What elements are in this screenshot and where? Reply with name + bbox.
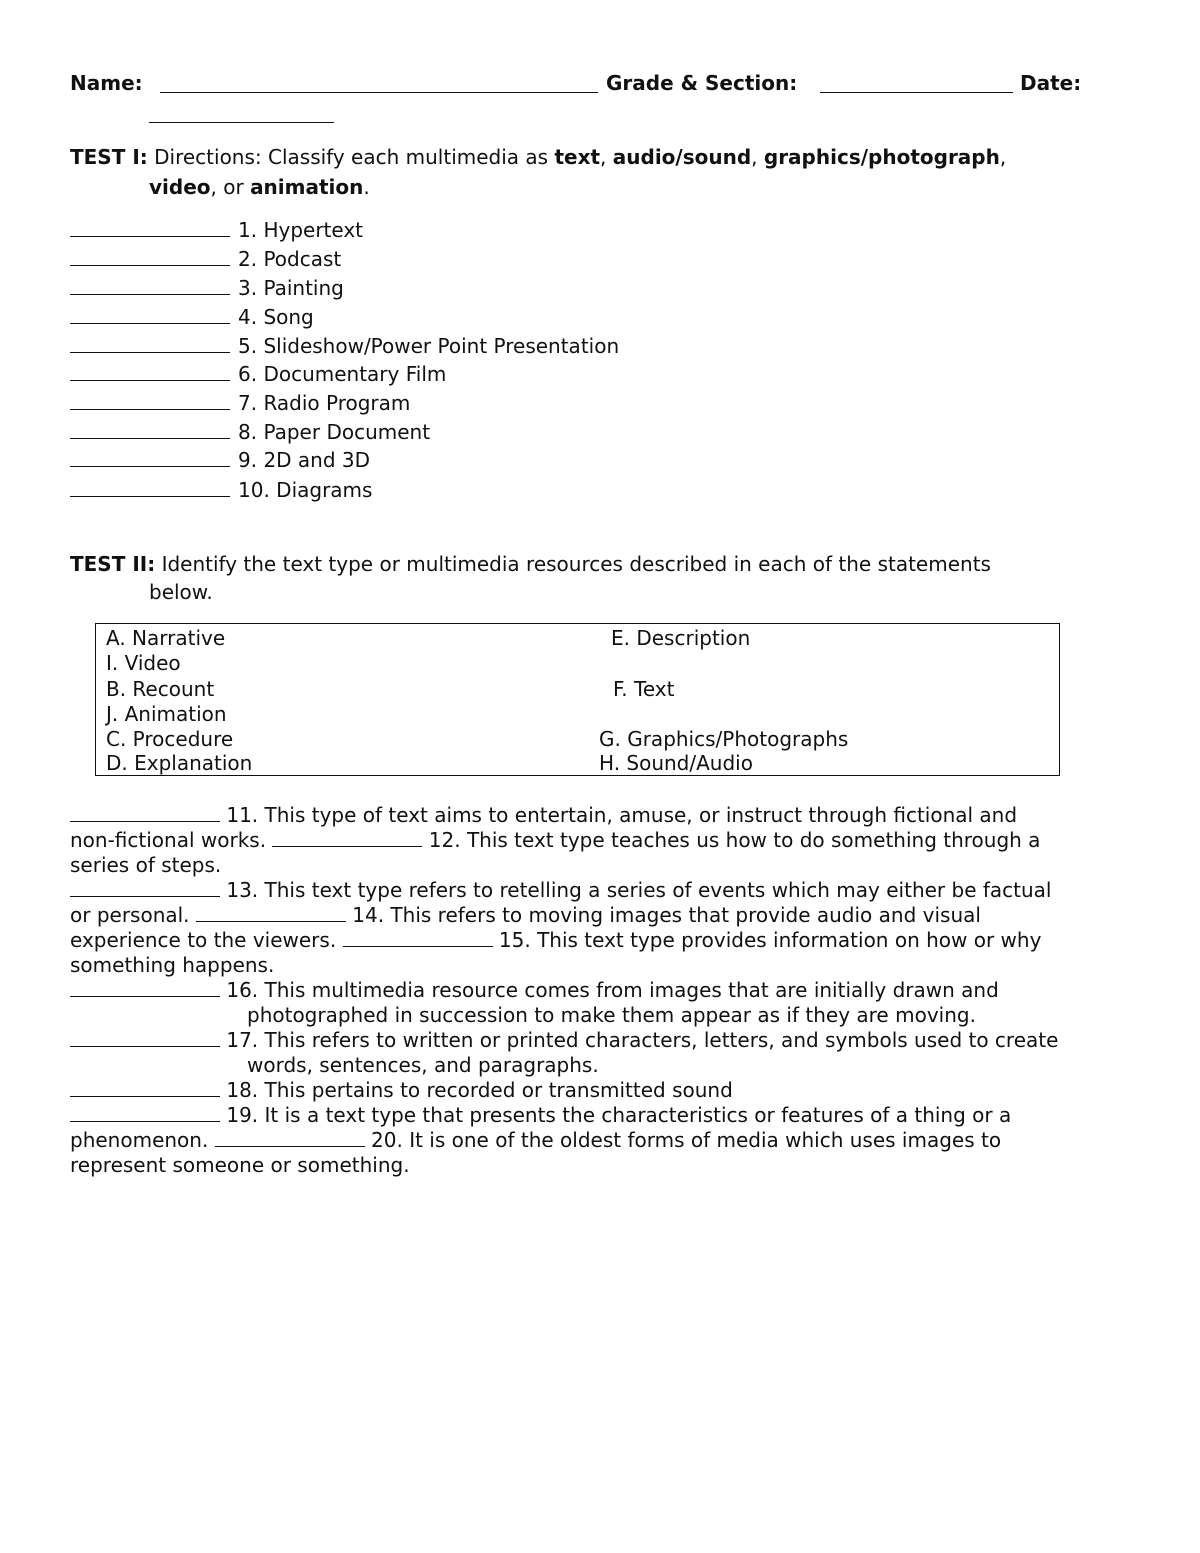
term-audio: audio/sound xyxy=(612,145,752,169)
question-text: experience to the viewers. xyxy=(70,928,337,952)
question-text: 17. This refers to written or printed characters, letters, and symbols used to create xyxy=(226,1028,1059,1052)
answer-blank[interactable] xyxy=(70,803,220,822)
choice-i: I. Video xyxy=(106,651,181,675)
question-text: non-fictional works. xyxy=(70,828,267,852)
list-item xyxy=(70,218,363,246)
list-item xyxy=(70,247,341,275)
test1-directions-line2: video, or animation. xyxy=(149,175,370,199)
choice-c: C. Procedure xyxy=(106,727,234,751)
question-11 xyxy=(70,803,1017,827)
test1-label: TEST I: xyxy=(70,145,148,169)
question-19 xyxy=(70,1103,1011,1127)
answer-blank[interactable] xyxy=(70,1078,220,1097)
question-text: 15. This text type provides information on how or why xyxy=(498,928,1042,952)
answer-blank[interactable] xyxy=(70,878,220,897)
term-animation: animation xyxy=(250,175,364,199)
answer-blank[interactable] xyxy=(196,903,346,922)
choice-f: F. Text xyxy=(613,677,675,701)
answer-blank[interactable] xyxy=(70,1028,220,1047)
list-item xyxy=(70,276,344,304)
list-item xyxy=(70,391,410,419)
item-text: 8. Paper Document xyxy=(238,420,431,444)
answer-blank[interactable] xyxy=(70,420,230,439)
question-12-cont xyxy=(70,853,221,877)
item-text: 3. Painting xyxy=(238,276,344,300)
question-text: 12. This text type teaches us how to do something through a xyxy=(428,828,1041,852)
choice-e: E. Description xyxy=(611,626,751,650)
question-text: represent someone or something. xyxy=(70,1153,410,1177)
list-item xyxy=(70,362,446,390)
question-text: 14. This refers to moving images that provide audio and visual xyxy=(352,903,981,927)
date-label: Date: xyxy=(1020,71,1082,95)
test1-directions-lead: Directions: Classify each multimedia as xyxy=(154,145,549,169)
question-20-cont xyxy=(70,1153,410,1177)
item-text: 9. 2D and 3D xyxy=(238,448,371,472)
choice-h: H. Sound/Audio xyxy=(599,751,753,775)
question-12 xyxy=(70,828,1040,852)
question-17 xyxy=(70,1028,1058,1052)
item-text: 4. Song xyxy=(238,305,314,329)
question-text: phenomenon. xyxy=(70,1128,209,1152)
term-or: , or xyxy=(210,175,244,199)
list-item xyxy=(70,448,370,476)
answer-blank[interactable] xyxy=(215,1128,365,1147)
answer-blank[interactable] xyxy=(70,1103,220,1122)
test2-directions xyxy=(70,552,991,576)
name-blank[interactable] xyxy=(160,92,598,93)
test2-directions-line2: below. xyxy=(149,580,213,604)
question-13 xyxy=(70,878,1052,902)
question-text: something happens. xyxy=(70,953,275,977)
grade-section-label: Grade & Section: xyxy=(606,71,798,95)
term-video: video xyxy=(149,175,211,199)
list-item xyxy=(70,420,430,448)
question-15-cont xyxy=(70,953,274,977)
test2-directions-line1: Identify the text type or multimedia resources described in each of the statements xyxy=(161,552,991,576)
answer-blank[interactable] xyxy=(70,334,230,353)
question-15 xyxy=(70,928,1041,952)
question-text: words, sentences, and paragraphs. xyxy=(247,1053,599,1077)
name-label: Name: xyxy=(70,71,143,95)
test2-label: TEST II: xyxy=(70,552,156,576)
answer-blank[interactable] xyxy=(70,276,230,295)
answer-blank[interactable] xyxy=(70,391,230,410)
list-item xyxy=(70,334,619,362)
test1-directions: TEST I: Directions: Classify each multimedia as text, audio/sound, graphics/photograph, xyxy=(70,145,1007,169)
answer-blank[interactable] xyxy=(272,828,422,847)
question-text: 18. This pertains to recorded or transmitted sound xyxy=(226,1078,733,1102)
question-text: 13. This text type refers to retelling a series of events which may either be factual xyxy=(226,878,1052,902)
answer-blank[interactable] xyxy=(70,218,230,237)
answer-blank[interactable] xyxy=(70,448,230,467)
item-text: 5. Slideshow/Power Point Presentation xyxy=(238,334,620,358)
item-text: 7. Radio Program xyxy=(238,391,411,415)
choice-a: A. Narrative xyxy=(106,626,226,650)
answer-blank[interactable] xyxy=(70,305,230,324)
term-text: text xyxy=(554,145,601,169)
question-text: or personal. xyxy=(70,903,190,927)
term-graphics: graphics/photograph xyxy=(763,145,1000,169)
question-16 xyxy=(70,978,999,1002)
question-16-cont xyxy=(247,1003,976,1027)
question-text: 19. It is a text type that presents the characteristics or features of a thing or a xyxy=(226,1103,1012,1127)
question-18 xyxy=(70,1078,733,1102)
question-17-cont xyxy=(247,1053,599,1077)
question-14 xyxy=(70,903,981,927)
list-item xyxy=(70,305,314,333)
question-text: 16. This multimedia resource comes from images that are initially drawn and xyxy=(226,978,999,1002)
question-text: photographed in succession to make them appear as if they are moving. xyxy=(247,1003,976,1027)
choice-g: G. Graphics/Photographs xyxy=(599,727,849,751)
choices-box xyxy=(95,623,1060,776)
date-blank[interactable] xyxy=(149,122,334,123)
item-text: 10. Diagrams xyxy=(238,478,373,502)
question-text: series of steps. xyxy=(70,853,222,877)
choice-j: J. Animation xyxy=(106,702,227,726)
question-20 xyxy=(70,1128,1001,1152)
answer-blank[interactable] xyxy=(70,362,230,381)
answer-blank[interactable] xyxy=(70,247,230,266)
choice-b: B. Recount xyxy=(106,677,215,701)
item-text: 1. Hypertext xyxy=(238,218,364,242)
item-text: 2. Podcast xyxy=(238,247,342,271)
list-item xyxy=(70,478,372,506)
grade-section-blank[interactable] xyxy=(820,92,1013,93)
question-text: 20. It is one of the oldest forms of media which uses images to xyxy=(371,1128,1002,1152)
item-text: 6. Documentary Film xyxy=(238,362,447,386)
answer-blank[interactable] xyxy=(343,928,493,947)
question-text: 11. This type of text aims to entertain, amuse, or instruct through fictional and xyxy=(226,803,1018,827)
answer-blank[interactable] xyxy=(70,978,220,997)
answer-blank[interactable] xyxy=(70,478,230,497)
choice-d: D. Explanation xyxy=(106,751,253,775)
